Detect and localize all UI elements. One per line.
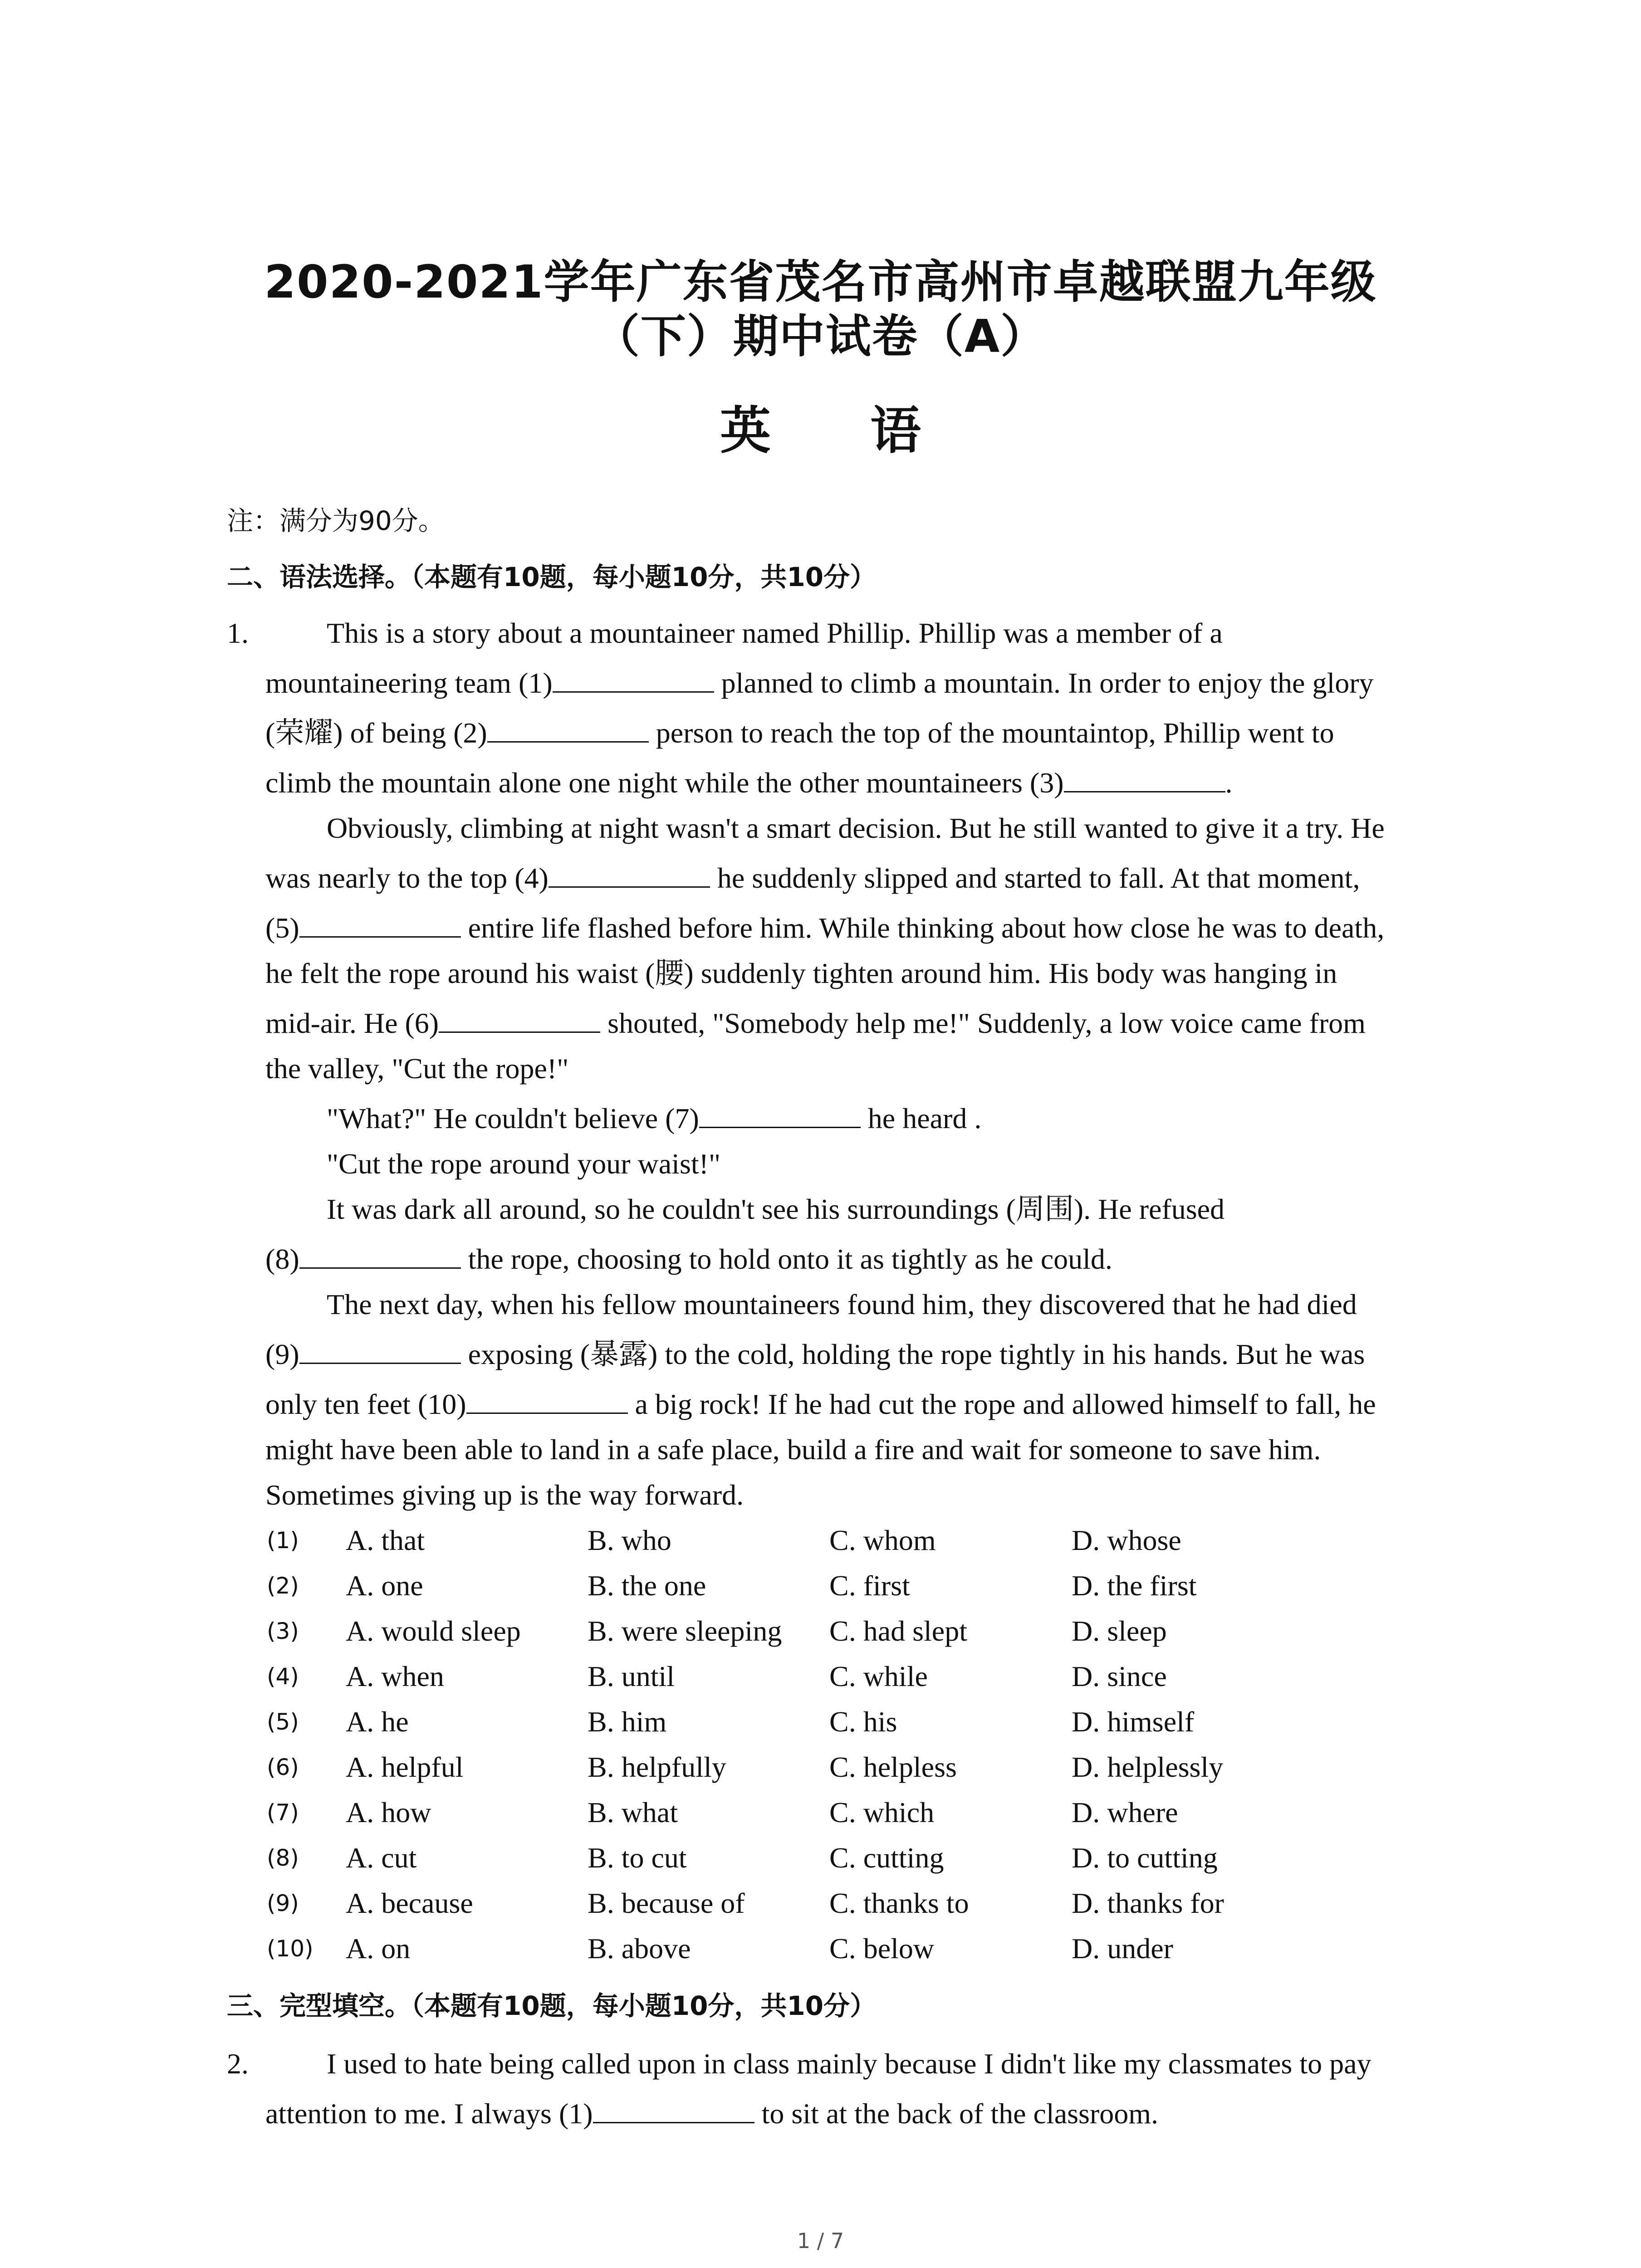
option-number: (9) <box>267 1890 299 1916</box>
option-c[interactable]: C. whom <box>829 1524 936 1556</box>
section-3-heading: 三、完型填空。（本题有10题，每小题10分，共10分） <box>227 1990 877 2021</box>
option-b[interactable]: B. who <box>588 1524 671 1556</box>
option-number: (5) <box>267 1709 299 1735</box>
option-b[interactable]: B. because of <box>588 1887 745 1919</box>
page-number: 1 / 7 <box>797 2229 844 2253</box>
answer-blank-9[interactable] <box>299 1336 461 1364</box>
passage-line: only ten feet (10) a big rock! If he had cut the rope and allowed himself to fall, he <box>265 1386 1376 1422</box>
option-a[interactable]: A. cut <box>346 1842 417 1874</box>
option-c[interactable]: C. thanks to <box>829 1887 969 1919</box>
option-b[interactable]: B. helpfully <box>588 1751 726 1783</box>
option-a[interactable]: A. because <box>346 1887 473 1919</box>
option-b[interactable]: B. until <box>588 1660 675 1692</box>
option-a[interactable]: A. that <box>346 1524 425 1556</box>
passage-line: The next day, when his fellow mountaineers found him, they discovered that he had died <box>327 1288 1357 1320</box>
option-c[interactable]: C. which <box>829 1796 935 1828</box>
option-d[interactable]: D. whose <box>1072 1524 1181 1556</box>
option-c[interactable]: C. helpless <box>829 1751 957 1783</box>
answer-blank-6[interactable] <box>439 1005 600 1033</box>
exam-title-line-1: 2020-2021学年广东省茂名市高州市卓越联盟九年级 <box>264 255 1377 308</box>
option-number: (6) <box>267 1754 299 1780</box>
passage-line: climb the mountain alone one night while the other mountaineers (3) . <box>265 765 1233 801</box>
option-d[interactable]: D. to cutting <box>1072 1842 1218 1874</box>
option-c[interactable]: C. his <box>829 1706 897 1738</box>
passage-line: It was dark all around, so he couldn't see his surroundings (周围). He refused <box>327 1193 1225 1225</box>
option-a[interactable]: A. on <box>346 1932 411 1965</box>
option-number: (2) <box>267 1573 299 1599</box>
passage-line: (9) exposing (暴露) to the cold, holding the rope tightly in his hands. But he was <box>265 1336 1365 1373</box>
answer-blank-5[interactable] <box>299 910 461 938</box>
exam-title-line-2: （下）期中试卷（A） <box>594 310 1047 363</box>
option-a[interactable]: A. he <box>346 1706 409 1738</box>
option-a[interactable]: A. would sleep <box>346 1615 521 1647</box>
passage-line: the valley, "Cut the rope!" <box>265 1052 569 1085</box>
option-number: (7) <box>267 1799 299 1826</box>
option-number: (10) <box>267 1936 314 1962</box>
option-number: (8) <box>267 1845 299 1871</box>
option-b[interactable]: B. him <box>588 1706 667 1738</box>
passage-line: "Cut the rope around your waist!" <box>327 1148 721 1180</box>
option-b[interactable]: B. what <box>588 1796 678 1828</box>
passage-line: mid-air. He (6) shouted, "Somebody help me!" Suddenly, a low voice came from <box>265 1005 1366 1041</box>
passage-line: "What?" He couldn't believe (7) he heard . <box>327 1100 981 1137</box>
passage-line: he felt the rope around his waist (腰) suddenly tighten around him. His body was hanging in <box>265 957 1337 989</box>
option-c[interactable]: C. cutting <box>829 1842 944 1874</box>
option-c[interactable]: C. below <box>829 1932 935 1965</box>
option-c[interactable]: C. first <box>829 1569 910 1602</box>
option-a[interactable]: A. when <box>346 1660 444 1692</box>
passage-line: (8) the rope, choosing to hold onto it as tightly as he could. <box>265 1241 1112 1277</box>
option-b[interactable]: B. were sleeping <box>588 1615 782 1647</box>
option-d[interactable]: D. the first <box>1072 1569 1197 1602</box>
subject-title: 英 语 <box>720 401 962 460</box>
option-d[interactable]: D. thanks for <box>1072 1887 1224 1919</box>
passage-line: attention to me. I always (1) to sit at the back of the classroom. <box>265 2096 1158 2132</box>
answer-blank-s3-1[interactable] <box>593 2096 754 2123</box>
passage-line: was nearly to the top (4) he suddenly slipped and started to fall. At that moment, <box>265 860 1360 896</box>
option-d[interactable]: D. where <box>1072 1796 1178 1828</box>
option-d[interactable]: D. sleep <box>1072 1615 1167 1647</box>
answer-blank-8[interactable] <box>299 1241 461 1269</box>
option-d[interactable]: D. under <box>1072 1932 1173 1965</box>
option-b[interactable]: B. to cut <box>588 1842 687 1874</box>
option-number: (4) <box>267 1663 299 1690</box>
score-note: 注：满分为90分。 <box>227 505 445 536</box>
answer-blank-4[interactable] <box>549 860 710 888</box>
answer-blank-7[interactable] <box>699 1100 861 1128</box>
option-c[interactable]: C. had slept <box>829 1615 967 1647</box>
option-a[interactable]: A. helpful <box>346 1751 464 1783</box>
question-number-1: 1. <box>227 617 249 649</box>
section-2-heading: 二、语法选择。（本题有10题，每小题10分，共10分） <box>227 562 877 592</box>
option-a[interactable]: A. how <box>346 1796 431 1828</box>
option-d[interactable]: D. helplessly <box>1072 1751 1224 1783</box>
option-number: (3) <box>267 1618 299 1644</box>
passage-line: Sometimes giving up is the way forward. <box>265 1479 744 1511</box>
option-b[interactable]: B. the one <box>588 1569 706 1602</box>
passage-line: might have been able to land in a safe place, build a fire and wait for someone to save him. <box>265 1433 1321 1466</box>
answer-blank-10[interactable] <box>466 1386 628 1414</box>
passage-line: (荣耀) of being (2) person to reach the top of the mountaintop, Phillip went to <box>265 715 1334 751</box>
answer-blank-3[interactable] <box>1064 765 1225 792</box>
option-d[interactable]: D. himself <box>1072 1706 1195 1738</box>
passage-line: (5) entire life flashed before him. While thinking about how close he was to death, <box>265 910 1384 946</box>
answer-blank-2[interactable] <box>487 715 649 743</box>
option-d[interactable]: D. since <box>1072 1660 1167 1692</box>
option-number: (1) <box>267 1527 299 1554</box>
question-number-2: 2. <box>227 2048 249 2080</box>
passage-line: This is a story about a mountaineer named Phillip. Phillip was a member of a <box>327 617 1223 649</box>
answer-blank-1[interactable] <box>553 665 714 693</box>
option-c[interactable]: C. while <box>829 1660 928 1692</box>
passage-line: I used to hate being called upon in class mainly because I didn't like my classmates to pay <box>327 2048 1372 2080</box>
passage-line: mountaineering team (1) planned to climb a mountain. In order to enjoy the glory <box>265 665 1374 701</box>
option-a[interactable]: A. one <box>346 1569 423 1602</box>
option-b[interactable]: B. above <box>588 1932 691 1965</box>
passage-line: Obviously, climbing at night wasn't a smart decision. But he still wanted to give it a try. He <box>327 812 1385 844</box>
